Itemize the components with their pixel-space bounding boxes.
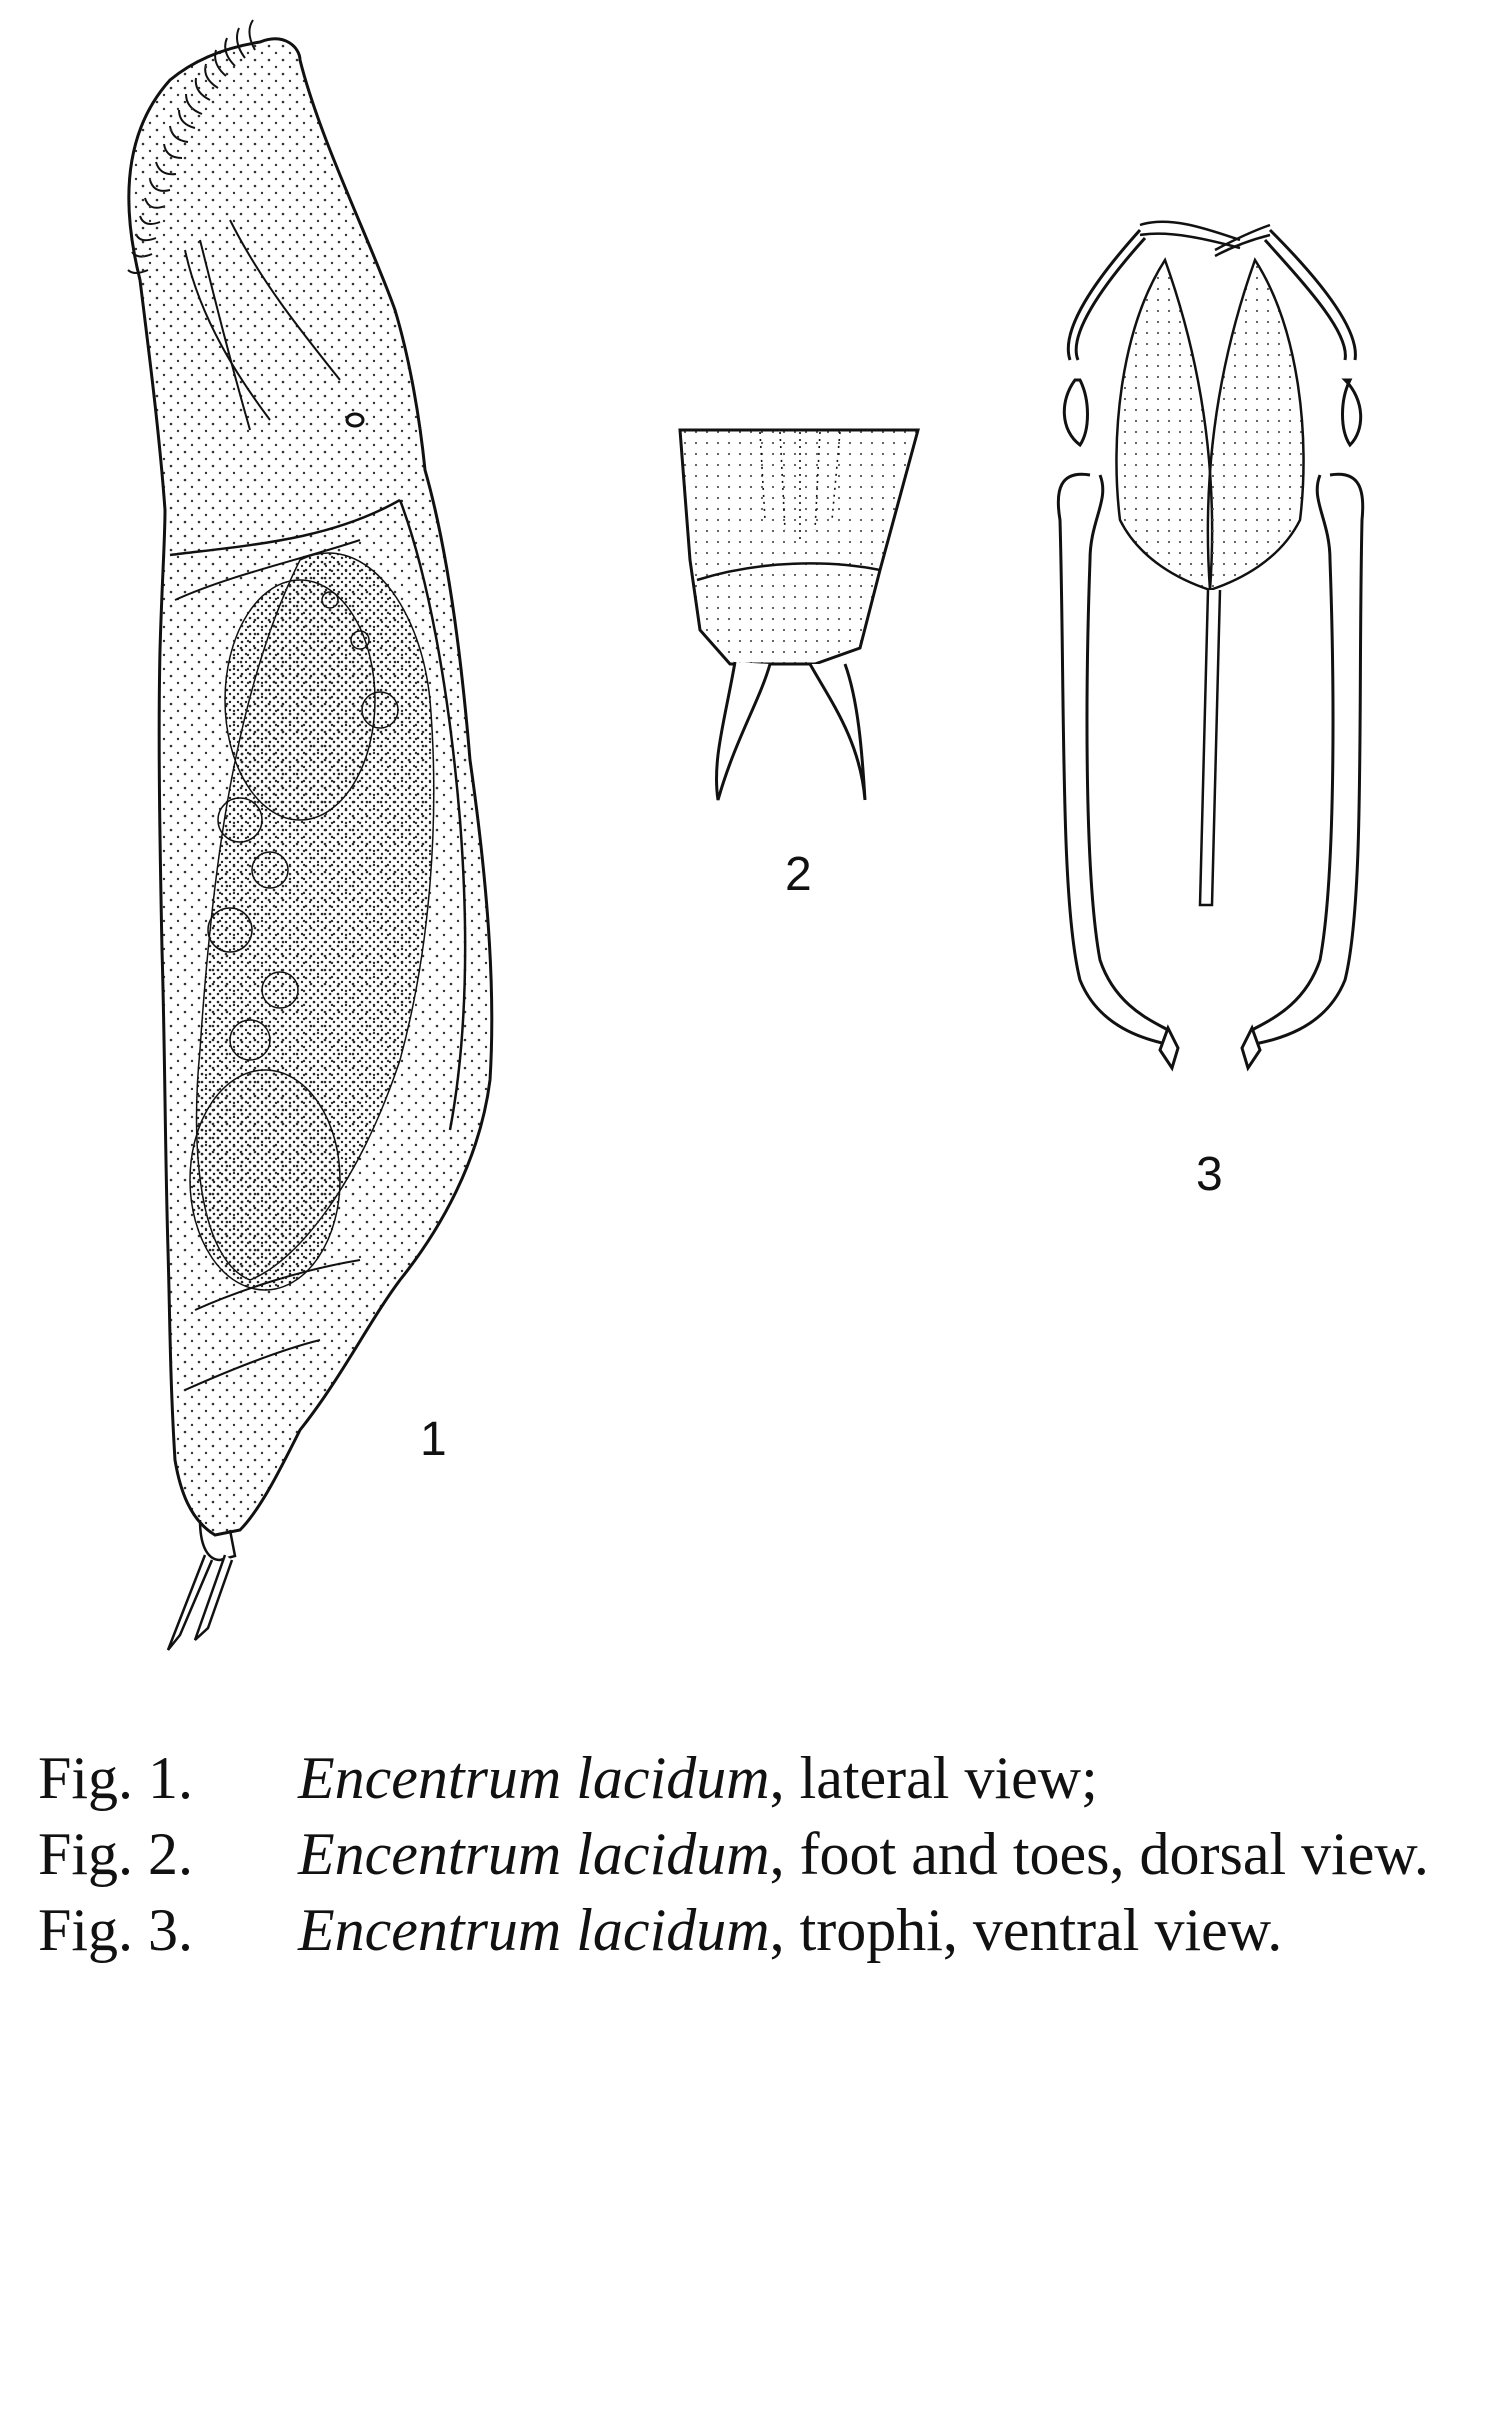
toe (168, 1555, 212, 1650)
caption-label: Fig. 1. (38, 1745, 194, 1811)
toe (716, 662, 770, 800)
caption-rest: , trophi, ventral view. (769, 1897, 1283, 1963)
caption-fig-1 (38, 1740, 1478, 1816)
caption-text (298, 1740, 1478, 1816)
figure-2-drawing (680, 430, 918, 800)
species-name: Encentrum lacidum (298, 1821, 770, 1887)
caption-text (298, 1816, 1478, 1892)
caption-text (298, 1892, 1478, 1968)
toe (810, 664, 865, 800)
species-name: Encentrum lacidum (298, 1897, 770, 1963)
figure-1-number: 1 (420, 1413, 447, 1466)
caption-label: Fig. 3. (38, 1897, 194, 1963)
caption-fig-3 (38, 1892, 1478, 1968)
species-name: Encentrum lacidum (298, 1745, 770, 1811)
caption-label: Fig. 2. (38, 1821, 194, 1887)
figure-3-number: 3 (1196, 1148, 1223, 1201)
caption-rest: , lateral view; (769, 1745, 1098, 1811)
figure-3-drawing (1058, 222, 1362, 1068)
figure-1-drawing (128, 20, 492, 1650)
caption-rest: , foot and toes, dorsal view. (769, 1821, 1429, 1887)
figure-2-number: 2 (785, 848, 812, 901)
caption-fig-2 (38, 1816, 1478, 1892)
caption-block (38, 1740, 1478, 1968)
